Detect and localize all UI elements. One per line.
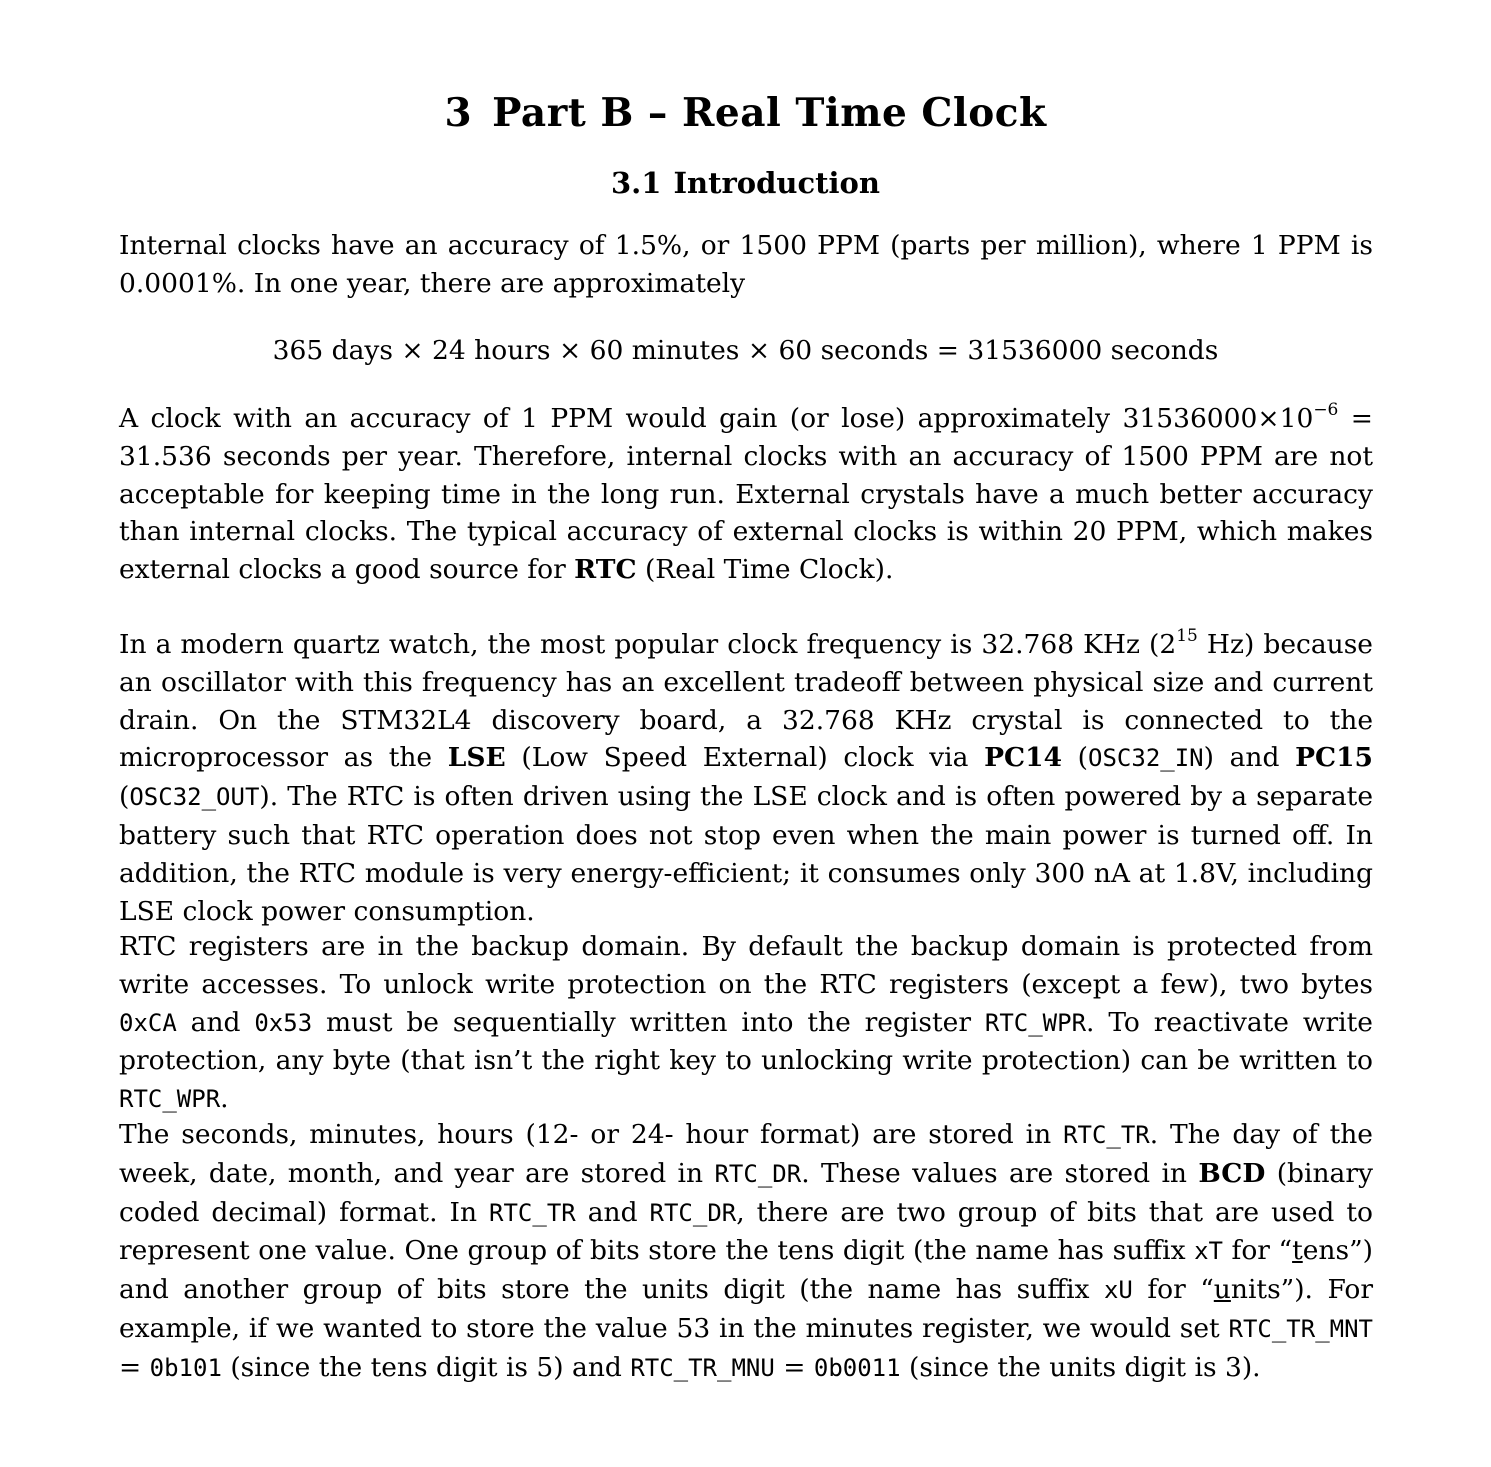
term-pc15: PC15 <box>1295 742 1373 774</box>
exponent: −6 <box>1313 400 1339 420</box>
section-number: 3 <box>444 90 473 136</box>
paragraph-text: ). The RTC is often driven using the LSE clock and is often powered by a separate battery such that RTC operation does not stop even when the main power is turned off. In addition, the RTC module is very energy-efficient; it consumes only 300 nA at 1.8V, including LSE clock power consumption. <box>119 781 1373 927</box>
paragraph-text: , there are two group of bits that are used to represent one value. One group of bits store the tens digit (the name has suffix <box>119 1196 1373 1267</box>
equation-seconds-per-year: 365 days × 24 hours × 60 minutes × 60 seconds = 31536000 seconds <box>272 335 1219 366</box>
paragraph-text: ( <box>1062 742 1089 774</box>
paragraph-text: (since the tens digit is 5) and <box>221 1351 631 1383</box>
paragraph-text: nits”). For example, if we wanted to store the value 53 in the minutes register, we would set <box>119 1274 1374 1344</box>
paragraph-text: In a modern quartz watch, the most popular clock frequency is 32.768 KHz (2 <box>119 629 1177 660</box>
paragraph-text: = <box>774 1351 814 1383</box>
paragraph-text: The seconds, minutes, hours (12- or 24- hour format) are stored in <box>119 1119 1064 1150</box>
paragraph-text: (binary coded decimal) format. In <box>119 1157 1373 1228</box>
paragraph-text: (Real Time Clock). <box>636 554 894 586</box>
paragraph-text: . The day of the week, date, month, and year are stored in <box>119 1119 1373 1189</box>
code-key1: 0xCA <box>119 1008 177 1037</box>
term-lse: LSE <box>447 742 506 774</box>
paragraph-text: ( <box>119 781 130 813</box>
paragraph-text: (Low Speed External) clock via <box>505 742 985 774</box>
paragraph-text: Internal clocks have an accuracy of 1.5%, or 1500 PPM (parts per million), where 1 PPM is 0.0001%. In one year, there are approximately <box>119 230 1373 299</box>
paragraph-accuracy <box>119 400 1373 589</box>
code-rtc-tr-mnt: RTC_TR_MNT <box>1228 1314 1373 1343</box>
code-rtc-wpr: RTC_WPR <box>984 1008 1087 1037</box>
code-osc32-in: OSC32_IN <box>1088 744 1204 773</box>
subsection-heading <box>0 166 1491 200</box>
paragraph-text: = <box>119 1351 150 1383</box>
paragraph-text: . These values are stored in <box>801 1157 1199 1189</box>
section-title: Part B – Real Time Clock <box>492 90 1047 136</box>
section-heading <box>0 90 1491 136</box>
paragraph-bcd-registers <box>119 1116 1373 1388</box>
code-xt: xT <box>1194 1237 1223 1266</box>
term-rtc: RTC <box>574 554 637 586</box>
exponent: 15 <box>1176 626 1198 646</box>
paragraph-text: and <box>575 1196 650 1228</box>
paragraph-text: ) and <box>1203 742 1296 774</box>
code-rtc-dr: RTC_DR <box>714 1159 802 1188</box>
paragraph-text: RTC registers are in the backup domain. By default the backup domain is protected from write accesses. To unlock write protection on the RTC registers (except a few), two bytes <box>119 931 1373 1000</box>
paragraph-text: = 31.536 seconds per year. Therefore, internal clocks with an accuracy of 1500 PPM are not acceptable for keeping time in the long run. External crystals have a much better accuracy than internal clocks. The typical accuracy of external clocks is within 20 PPM, which makes external clocks a good source for <box>119 403 1373 586</box>
code-value: 0b0011 <box>813 1353 901 1382</box>
paragraph-intro <box>119 227 1373 303</box>
paragraph-text: (since the units digit is 3). <box>900 1351 1261 1383</box>
code-osc32-out: OSC32_OUT <box>129 783 260 812</box>
code-xu: xU <box>1103 1276 1133 1305</box>
paragraph-text: . <box>220 1083 229 1115</box>
underlined-letter: u <box>1213 1274 1231 1306</box>
subsection-title: Introduction <box>673 166 880 200</box>
paragraph-text: for “ <box>1222 1235 1293 1267</box>
paragraph-text: must be sequentially written into the register <box>312 1006 985 1038</box>
paragraph-text: Hz) because an oscillator with this frequency has an excellent tradeoff between physical size and current drain. On the STM32L4 discovery board, a 32.768 KHz crystal is connected to the microprocessor as the <box>119 629 1373 774</box>
paragraph-write-protection <box>119 928 1373 1119</box>
code-key2: 0x53 <box>254 1008 313 1037</box>
code-rtc-tr: RTC_TR <box>489 1198 576 1227</box>
code-rtc-dr: RTC_DR <box>649 1198 737 1227</box>
subsection-number: 3.1 <box>611 166 662 200</box>
paragraph-text: for “ <box>1132 1274 1214 1306</box>
paragraph-quartz <box>119 626 1373 930</box>
code-value: 0b101 <box>149 1353 222 1382</box>
paragraph-text: and <box>176 1006 255 1038</box>
paragraph-text: . To reactivate write protection, any byte (that isn’t the right key to unlocking write protection) can be written to <box>119 1006 1373 1077</box>
code-rtc-wpr: RTC_WPR <box>119 1085 221 1114</box>
code-rtc-tr-mnu: RTC_TR_MNU <box>630 1353 775 1382</box>
underlined-letter: t <box>1292 1235 1303 1267</box>
paragraph-text: ens”) and another group of bits store the units digit (the name has suffix <box>119 1235 1373 1306</box>
code-rtc-tr: RTC_TR <box>1063 1121 1150 1149</box>
term-pc14: PC14 <box>984 742 1063 774</box>
term-bcd: BCD <box>1198 1157 1266 1189</box>
paragraph-text: A clock with an accuracy of 1 PPM would gain (or lose) approximately 31536000×10 <box>119 403 1314 434</box>
